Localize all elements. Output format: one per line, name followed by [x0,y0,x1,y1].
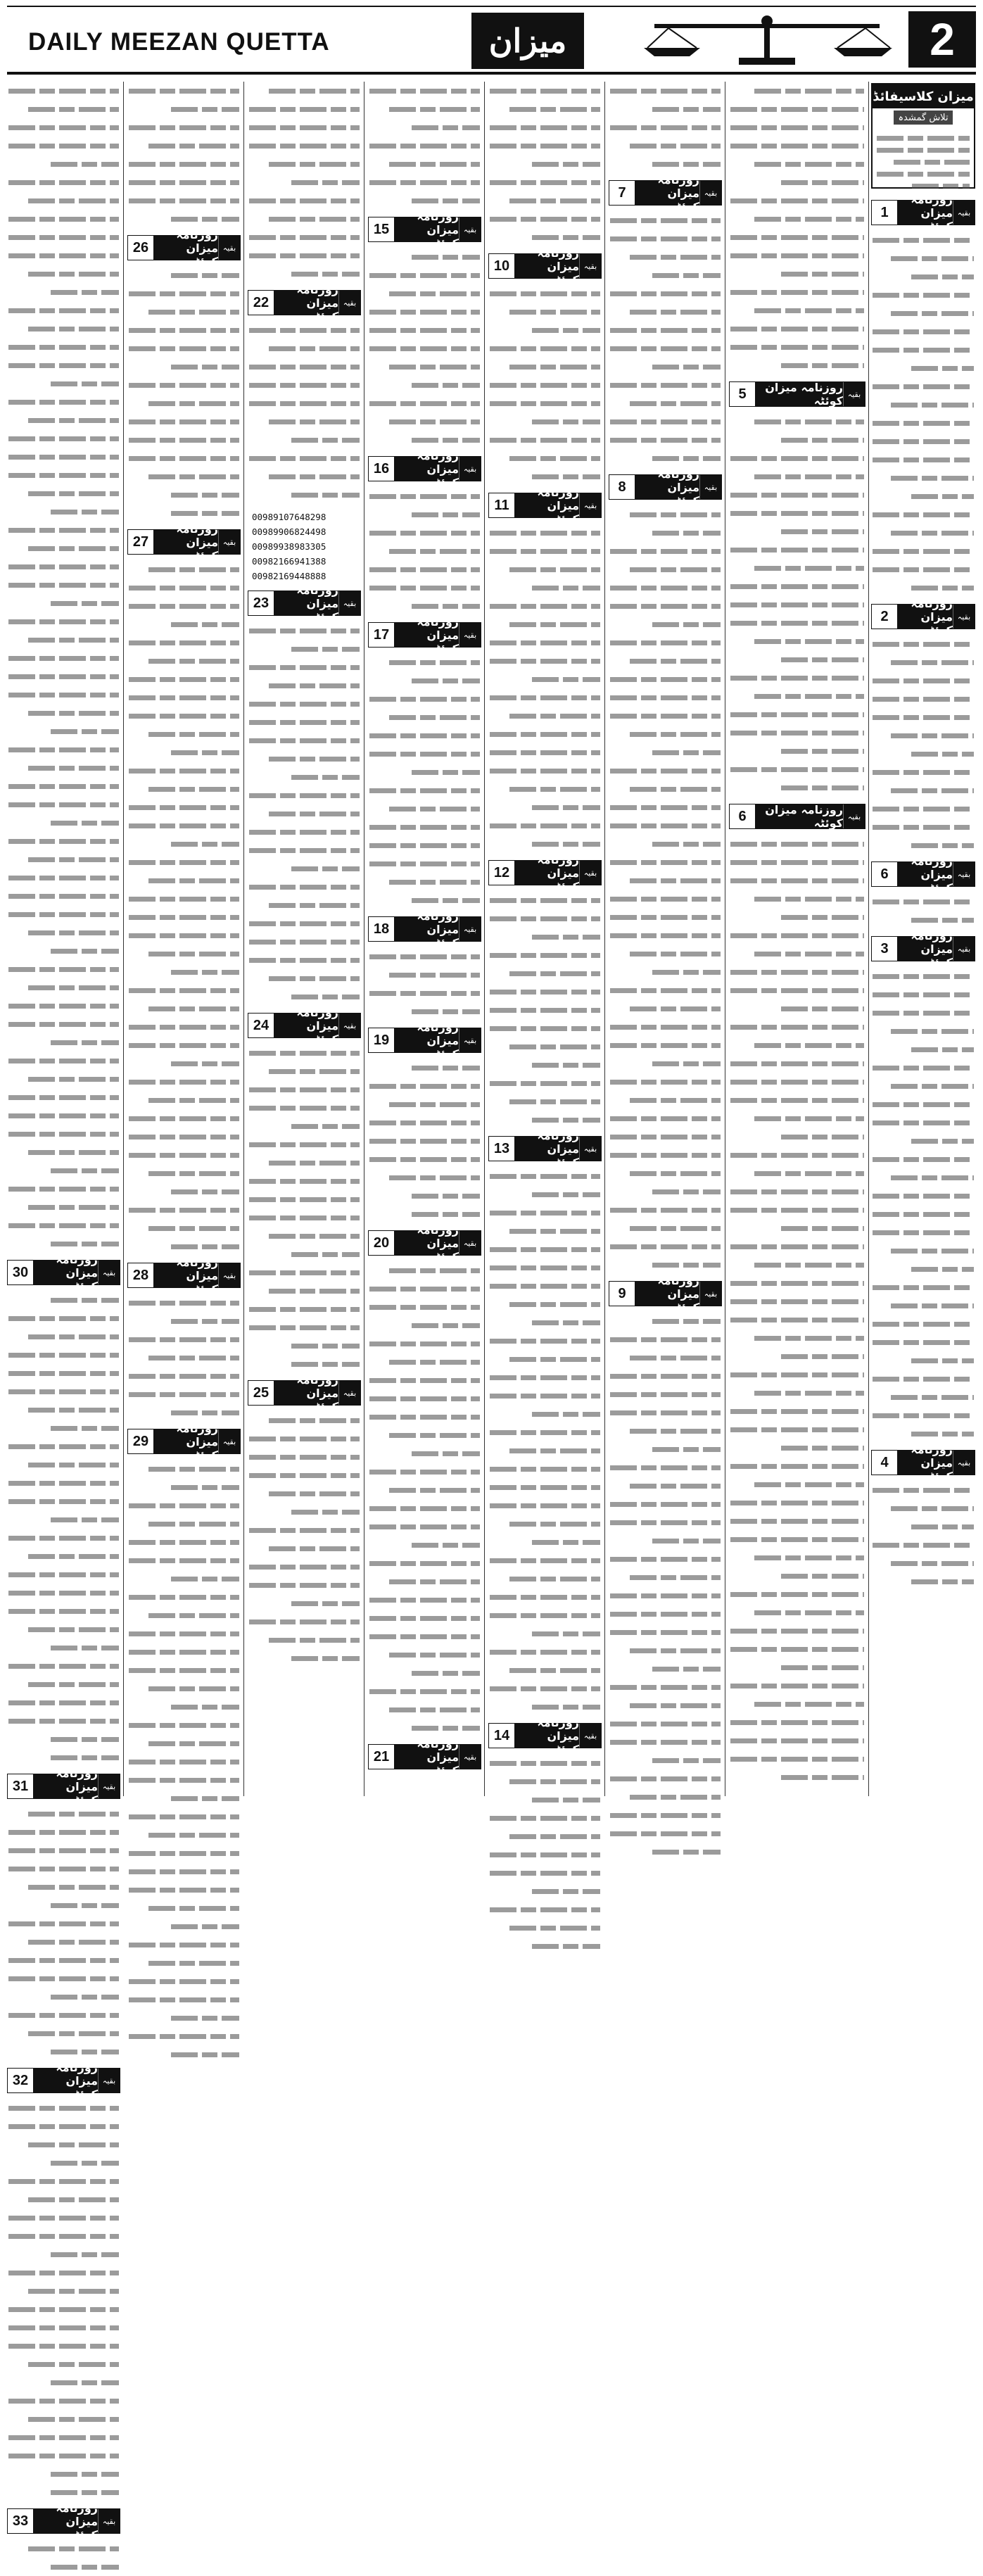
continuation-tag: بقیہ [579,861,601,885]
continuation-tag: بقیہ [459,623,481,647]
continuation-label: روزنامہ میزان کوئٹہ [756,382,843,406]
continuation-header-9 [609,1273,722,1314]
continuation-number: 6 [730,804,756,828]
continuation-header-13 [488,1128,602,1169]
continuation-header-12 [488,852,602,893]
continuation-tag: بقیہ [338,291,360,315]
page-number: 2 [908,11,976,68]
paper-name: DAILY MEEZAN QUETTA [28,28,330,56]
continuation-header-20 [368,1223,481,1263]
continuation-number: 22 [248,291,274,315]
article-text-block [729,412,865,797]
article-text-block [7,2539,120,2576]
continuation-header-5 [729,381,865,407]
continuation-number: 25 [248,1381,274,1405]
column-divider [484,82,485,1796]
column-5 [488,82,602,1796]
continuation-number: 10 [489,254,515,278]
continuation-tag: بقیہ [98,2509,120,2533]
continuation-tag: بقیہ [338,1381,360,1405]
continuation-header-29 [127,1421,241,1462]
continuation-label: روزنامہ میزان کوئٹہ [756,804,843,828]
continuation-label: روزنامہ میزان کوئٹہ [635,181,699,205]
continuation-number: 27 [128,530,154,554]
continuation-number: 20 [369,1231,395,1255]
column-6 [609,82,722,1796]
continuation-tag: بقیہ [459,1028,481,1052]
column-2 [127,82,241,1796]
continuation-header-33 [7,2501,120,2542]
continuation-header-8 [609,467,722,507]
continuation-tag: بقیہ [218,530,240,554]
continuation-header-19 [368,1020,481,1061]
continuation-tag: بقیہ [98,1261,120,1284]
continuation-number: 11 [489,493,515,517]
continuation-label: روزنامہ میزان کوئٹہ [395,1745,459,1769]
continuation-header-1 [871,192,975,233]
continuation-label: روزنامہ میزان کوئٹہ [154,236,218,260]
article-text-block [368,1059,481,1223]
article-text-block [871,231,975,597]
article-text-block [7,82,120,1253]
continuation-header-6 [871,854,975,895]
continuation-tag: بقیہ [98,1774,120,1798]
classified-subtitle: تلاش گمشدہ [894,111,953,125]
continuation-header-25 [248,1372,361,1413]
continuation-header-10 [488,246,602,286]
continuation-label: روزنامہ میزان کوئٹہ [898,937,953,961]
continuation-header-2 [871,596,975,637]
continuation-tag: بقیہ [459,217,481,241]
continuation-tag: بقیہ [218,1429,240,1453]
continuation-tag: بقیہ [699,475,721,499]
continuation-tag: بقیہ [953,1451,975,1475]
continuation-label: روزنامہ میزان کوئٹہ [34,1774,98,1798]
column-divider [243,82,244,1796]
article-text-block [368,947,481,1021]
continuation-tag: بقیہ [579,254,601,278]
continuation-tag: بقیہ [459,1231,481,1255]
continuation-label: روزنامہ میزان کوئٹہ [395,1028,459,1052]
continuation-tag: بقیہ [459,1745,481,1769]
continuation-number: 24 [248,1014,274,1037]
article-text-block [368,248,481,449]
article-text-block [871,1481,975,1591]
continuation-tag: بقیہ [218,1263,240,1287]
article-text-block [368,653,481,909]
continuation-label: روزنامہ میزان کوئٹہ [274,1014,338,1037]
continuation-label: روزنامہ میزان کوئٹہ [635,1282,699,1306]
continuation-label: روزنامہ میزان کوئٹہ [898,862,953,886]
continuation-number: 18 [369,917,395,941]
continuation-tag: بقیہ [98,2069,120,2092]
article-text-block [729,82,865,374]
continuation-tag: بقیہ [699,1282,721,1306]
phone-number: 00989906824498 [252,526,326,537]
continuation-label: روزنامہ میزان کوئٹہ [154,1263,218,1287]
continuation-header-22 [248,282,361,323]
article-text-block [368,1261,481,1737]
continuation-header-21 [368,1736,481,1777]
classified-title: میزان کلاسیفائڈ [873,84,974,108]
continuation-number: 17 [369,623,395,647]
continuation-number: 28 [128,1263,154,1287]
continuation-number: 4 [872,1451,898,1475]
continuation-number: 1 [872,201,898,225]
article-text-block [609,1312,722,1861]
article-text-block [871,892,975,929]
continuation-label: روزنامہ میزان کوئٹہ [34,1261,98,1284]
column-8 [871,82,975,1796]
phone-number: 00989938983305 [252,541,326,552]
continuation-header-16 [368,448,481,489]
continuation-header-32 [7,2060,120,2101]
continuation-tag: بقیہ [579,1137,601,1161]
continuation-label: روزنامہ میزان کوئٹہ [274,591,338,615]
continuation-label: روزنامہ میزان کوئٹہ [898,1451,953,1475]
continuation-number: 23 [248,591,274,615]
continuation-number: 30 [8,1261,34,1284]
article-text-block [488,1167,602,1716]
continuation-number: 6 [872,862,898,886]
article-text-block [488,284,602,486]
column-3 [248,82,361,1796]
continuation-header-4 [871,1442,975,1483]
article-text-block [248,321,361,504]
continuation-number: 21 [369,1745,395,1769]
article-text-block [368,82,481,210]
article-text-block [248,82,361,283]
continuation-number: 8 [609,475,635,499]
continuation-tag: بقیہ [459,457,481,481]
continuation-number: 19 [369,1028,395,1052]
column-divider [604,82,605,1796]
phone-number-list [252,510,357,583]
continuation-header-18 [368,909,481,949]
continuation-number: 5 [730,382,756,406]
continuation-number: 16 [369,457,395,481]
continuation-number: 26 [128,236,154,260]
continuation-header-15 [368,209,481,250]
continuation-header-6 [729,804,865,829]
continuation-tag: بقیہ [843,804,865,828]
column-1 [7,82,120,2542]
continuation-number: 12 [489,861,515,885]
article-text-block [488,891,602,1129]
continuation-number: 31 [8,1774,34,1798]
article-text-block [609,82,722,173]
logo-text: میزان [488,22,567,60]
continuation-label: روزنامہ میزان کوئٹہ [395,917,459,941]
continuation-number: 7 [609,181,635,205]
article-text-block [488,524,602,853]
continuation-tag: بقیہ [699,181,721,205]
article-text-block [248,621,361,1006]
article-text-block [871,967,975,1443]
continuation-label: روزنامہ میزان کوئٹہ [34,2069,98,2092]
continuation-tag: بقیہ [579,1724,601,1748]
article-text-block [7,1805,120,2061]
continuation-label: روزنامہ میزان کوئٹہ [515,861,579,885]
continuation-header-26 [127,227,241,268]
continuation-header-7 [609,172,722,213]
classified-spacer [871,82,975,193]
continuation-number: 13 [489,1137,515,1161]
continuation-number: 9 [609,1282,635,1306]
continuation-label: روزنامہ میزان کوئٹہ [898,201,953,225]
article-text-block [248,1411,361,1667]
continuation-label: روزنامہ میزان کوئٹہ [274,1381,338,1405]
continuation-header-30 [7,1252,120,1293]
column-7 [729,82,865,1796]
continuation-number: 14 [489,1724,515,1748]
continuation-tag: بقیہ [953,605,975,629]
continuation-label: روزنامہ میزان کوئٹہ [34,2509,98,2533]
newspaper-logo [471,13,584,69]
continuation-label: روزنامہ میزان کوئٹہ [515,1137,579,1161]
continuation-header-14 [488,1715,602,1756]
scales-of-justice-icon [640,15,894,68]
phone-number: 00982166941388 [252,556,326,567]
phone-number: 00989107648298 [252,512,326,522]
continuation-number: 3 [872,937,898,961]
continuation-tag: بقیہ [218,236,240,260]
continuation-header-11 [488,485,602,526]
continuation-tag: بقیہ [953,862,975,886]
phone-number: 00982169448888 [252,571,326,581]
article-text-block [609,505,722,1274]
continuation-tag: بقیہ [953,937,975,961]
continuation-number: 15 [369,217,395,241]
continuation-label: روزنامہ میزان کوئٹہ [395,1231,459,1255]
masthead-top-rule [7,6,976,7]
continuation-tag: بقیہ [579,493,601,517]
article-text-block [871,635,975,854]
continuation-tag: بقیہ [843,382,865,406]
column-divider [868,82,869,1796]
continuation-label: روزنامہ میزان کوئٹہ [515,1724,579,1748]
article-text-block [368,487,481,615]
article-text-block [248,1044,361,1373]
continuation-label: روزنامہ میزان کوئٹہ [154,530,218,554]
continuation-header-28 [127,1255,241,1296]
continuation-number: 32 [8,2069,34,2092]
article-text-block [127,266,241,522]
article-text-block [7,1291,120,1767]
continuation-header-23 [248,583,361,624]
article-text-block [488,82,602,246]
continuation-tag: بقیہ [338,591,360,615]
continuation-header-17 [368,614,481,655]
continuation-label: روزنامہ میزان کوئٹہ [395,623,459,647]
masthead [7,6,976,75]
continuation-number: 33 [8,2509,34,2533]
continuation-label: روزنامہ میزان کوئٹہ [515,493,579,517]
article-text-block [127,560,241,1256]
continuation-label: روزنامہ میزان کوئٹہ [515,254,579,278]
continuation-header-24 [248,1005,361,1046]
article-text-block [729,835,865,1786]
article-text-block [127,1460,241,2064]
continuation-label: روزنامہ میزان کوئٹہ [395,217,459,241]
article-text-block [488,1754,602,1955]
continuation-tag: بقیہ [459,917,481,941]
continuation-label: روزنامہ میزان کوئٹہ [898,605,953,629]
continuation-header-31 [7,1766,120,1807]
column-4 [368,82,481,1796]
column-divider [123,82,124,1796]
continuation-header-27 [127,522,241,562]
article-text-block [127,1294,241,1422]
continuation-label: روزنامہ میزان کوئٹہ [395,457,459,481]
continuation-number: 2 [872,605,898,629]
article-text-block [127,82,241,228]
article-text-block [7,2099,120,2501]
article-text-block [609,211,722,467]
continuation-label: روزنامہ میزان کوئٹہ [635,475,699,499]
continuation-label: روزنامہ میزان کوئٹہ [154,1429,218,1453]
continuation-label: روزنامہ میزان کوئٹہ [274,291,338,315]
continuation-tag: بقیہ [953,201,975,225]
continuation-number: 29 [128,1429,154,1453]
continuation-tag: بقیہ [338,1014,360,1037]
continuation-header-3 [871,928,975,969]
